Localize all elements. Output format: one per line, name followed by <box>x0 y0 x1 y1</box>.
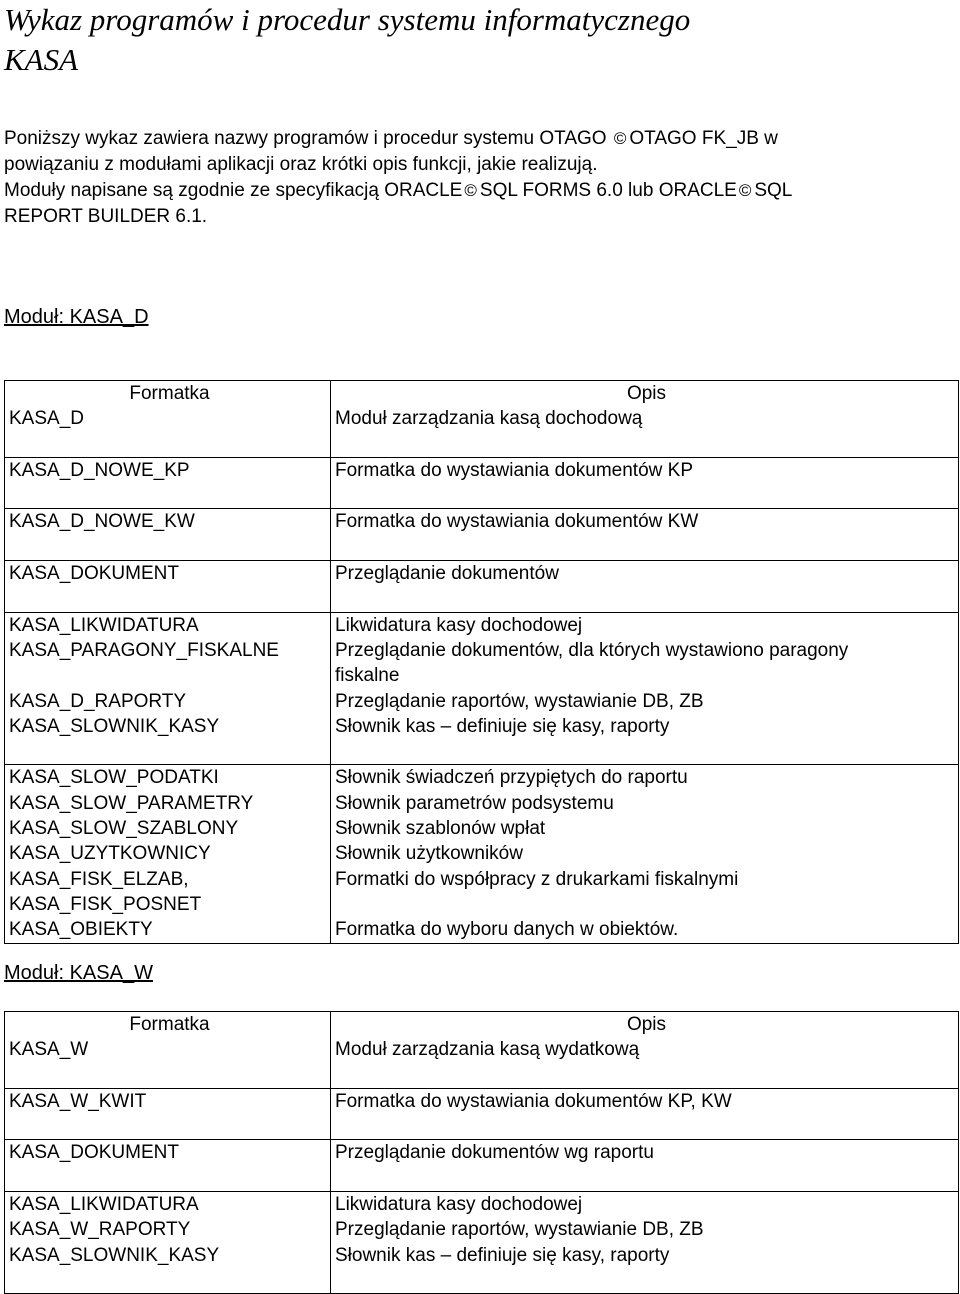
formatka-cell <box>5 1140 331 1192</box>
program-description: Przeglądanie raportów, wystawianie DB, ZB <box>335 690 704 712</box>
blank-line <box>335 1114 958 1139</box>
program-name: KASA_W <box>9 1039 89 1061</box>
program-name: KASA_SLOW_PARAMETRY <box>9 792 254 814</box>
formatka-cell <box>5 457 331 509</box>
table-row <box>5 765 959 943</box>
blank-line <box>335 1268 958 1293</box>
opis-cell <box>331 1192 959 1294</box>
program-description: fiskalne <box>335 665 400 687</box>
program-description: Słownik kas – definiuje się kasy, raporty <box>335 1244 670 1266</box>
intro-text: SQL <box>754 180 793 201</box>
module-table-kasa-d <box>4 380 959 944</box>
program-name: KASA_D_RAPORTY <box>9 690 187 712</box>
program-name: KASA_SLOW_SZABLONY <box>9 818 239 840</box>
opis-cell <box>331 381 959 458</box>
module-heading-kasa-d: Moduł: KASA_D <box>4 306 149 328</box>
formatka-cell <box>5 1088 331 1140</box>
blank-line <box>335 1166 958 1191</box>
opis-cell <box>331 765 959 943</box>
program-name: KASA_D_NOWE_KW <box>9 511 195 533</box>
blank-line <box>9 1268 330 1293</box>
program-description: Przeglądanie dokumentów wg raportu <box>335 1142 654 1164</box>
title-line-1: Wykaz programów i procedur systemu informatycznego <box>4 2 691 37</box>
program-description: Przeglądanie raportów, wystawianie DB, ZB <box>335 1219 704 1241</box>
program-name: KASA_DOKUMENT <box>9 1142 179 1164</box>
program-description: Słownik parametrów podsystemu <box>335 792 614 814</box>
program-name: KASA_W_KWIT <box>9 1090 147 1112</box>
program-name: KASA_PARAGONY_FISKALNE <box>9 639 279 661</box>
opis-cell <box>331 509 959 561</box>
program-name: KASA_SLOWNIK_KASY <box>9 1244 220 1266</box>
program-name <box>9 663 330 688</box>
formatka-cell <box>5 1192 331 1294</box>
blank-line <box>335 483 958 508</box>
formatka-cell <box>5 1012 331 1089</box>
blank-line <box>9 586 330 611</box>
column-header-opis: Opis <box>626 1014 667 1035</box>
module-table-kasa-w <box>4 1011 959 1294</box>
table-row <box>5 1012 959 1089</box>
program-description: Formatka do wystawiania dokumentów KW <box>335 511 699 533</box>
formatka-cell <box>5 509 331 561</box>
intro-paragraph <box>4 126 954 230</box>
intro-line-1 <box>4 126 954 152</box>
formatka-cell <box>5 381 331 458</box>
opis-cell <box>331 1012 959 1089</box>
program-description: Słownik świadczeń przypiętych do raportu <box>335 767 688 789</box>
intro-text: Poniższy wykaz zawiera nazwy programów i procedur systemu OTAGO <box>4 128 612 149</box>
blank-line <box>335 586 958 611</box>
blank-line <box>9 535 330 560</box>
program-description: Formatka do wyboru danych w obiektów. <box>335 919 679 941</box>
opis-cell <box>331 1088 959 1140</box>
copyright-icon: © <box>464 181 477 200</box>
program-description: Moduł zarządzania kasą dochodową <box>335 408 643 430</box>
program-description: Formatka do wystawiania dokumentów KP, KW <box>335 1090 732 1112</box>
copyright-icon: © <box>613 129 627 148</box>
intro-text: OTAGO FK_JB w <box>629 128 778 149</box>
program-description: Słownik użytkowników <box>335 843 523 865</box>
column-header-formatka: Formatka <box>129 1014 210 1035</box>
formatka-cell <box>5 612 331 765</box>
program-description: Likwidatura kasy dochodowej <box>335 1194 583 1216</box>
blank-line <box>335 432 958 457</box>
program-name: KASA_FISK_POSNET <box>9 893 202 915</box>
formatka-cell <box>5 765 331 943</box>
program-name: KASA_D <box>9 408 84 430</box>
opis-cell <box>331 612 959 765</box>
program-name: KASA_SLOWNIK_KASY <box>9 715 220 737</box>
table-row <box>5 1088 959 1140</box>
column-header-formatka: Formatka <box>129 383 210 404</box>
blank-line <box>9 1063 330 1088</box>
table-row <box>5 612 959 765</box>
program-description: Formatka do wystawiania dokumentów KP <box>335 459 693 481</box>
module-heading-kasa-w: Moduł: KASA_W <box>4 962 153 984</box>
table-row <box>5 381 959 458</box>
intro-text: Moduły napisane są zgodnie ze specyfikacją ORACLE <box>4 180 463 201</box>
program-description <box>335 892 958 917</box>
program-description: Przeglądanie dokumentów, dla których wystawiono paragony <box>335 639 849 661</box>
blank-line <box>9 1166 330 1191</box>
table-row <box>5 509 959 561</box>
blank-line <box>335 1063 958 1088</box>
blank-line <box>9 1114 330 1139</box>
program-name: KASA_D_NOWE_KP <box>9 459 190 481</box>
blank-line <box>335 739 958 764</box>
program-description: Likwidatura kasy dochodowej <box>335 614 583 636</box>
program-name: KASA_UZYTKOWNICY <box>9 843 211 865</box>
opis-cell <box>331 457 959 509</box>
table-row <box>5 457 959 509</box>
blank-line <box>9 483 330 508</box>
title-line-2: KASA <box>4 42 79 77</box>
intro-line-4: REPORT BUILDER 6.1. <box>4 206 208 227</box>
program-name: KASA_DOKUMENT <box>9 563 179 585</box>
opis-cell <box>331 1140 959 1192</box>
intro-text: SQL FORMS 6.0 lub ORACLE <box>479 180 737 201</box>
formatka-cell <box>5 561 331 613</box>
program-name: KASA_W_RAPORTY <box>9 1219 191 1241</box>
column-header-opis: Opis <box>626 383 667 404</box>
program-description: Moduł zarządzania kasą wydatkową <box>335 1039 640 1061</box>
table-row <box>5 1140 959 1192</box>
blank-line <box>9 739 330 764</box>
program-description: Formatki do współpracy z drukarkami fiskalnymi <box>335 868 739 890</box>
opis-cell <box>331 561 959 613</box>
document-title <box>4 0 954 80</box>
copyright-icon: © <box>738 181 752 200</box>
program-description: Słownik kas – definiuje się kasy, raporty <box>335 715 670 737</box>
program-name: KASA_SLOW_PODATKI <box>9 767 219 789</box>
intro-line-2: powiązaniu z modułami aplikacji oraz krótki opis funkcji, jakie realizują. <box>4 154 598 175</box>
table-row <box>5 1192 959 1294</box>
program-name: KASA_LIKWIDATURA <box>9 614 199 636</box>
program-name: KASA_LIKWIDATURA <box>9 1194 199 1216</box>
program-name: KASA_FISK_ELZAB, <box>9 868 189 890</box>
program-description: Przeglądanie dokumentów <box>335 563 559 585</box>
intro-line-3 <box>4 178 954 204</box>
program-description: Słownik szablonów wpłat <box>335 818 546 840</box>
program-name: KASA_OBIEKTY <box>9 919 153 941</box>
table-row <box>5 561 959 613</box>
blank-line <box>335 535 958 560</box>
blank-line <box>9 432 330 457</box>
